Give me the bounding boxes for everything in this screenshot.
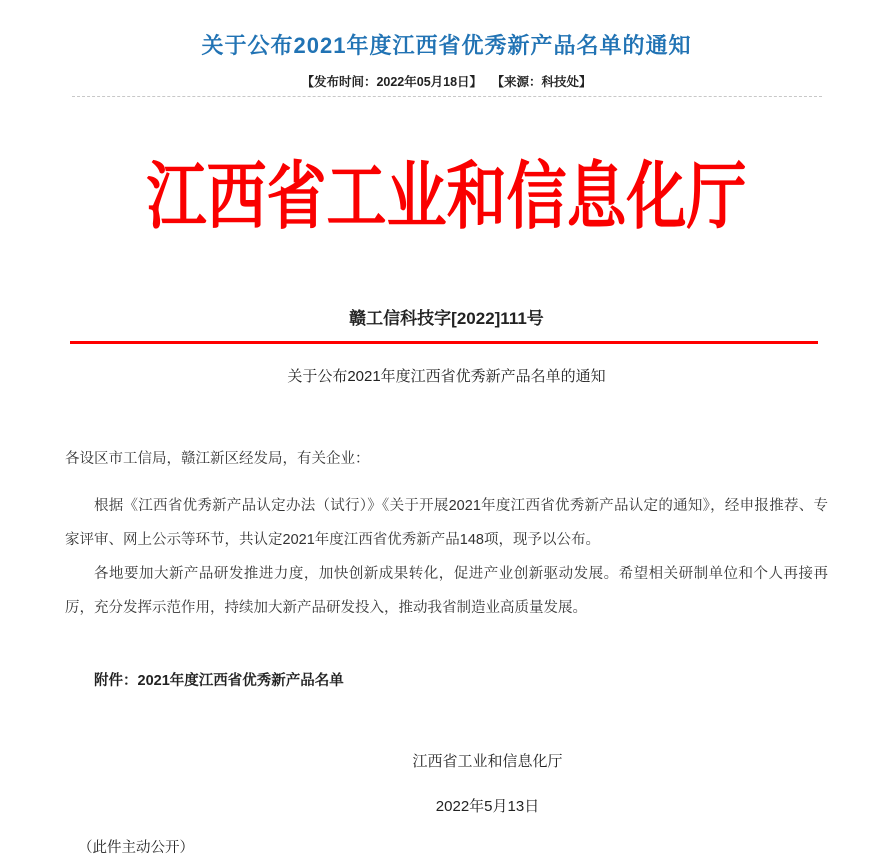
attachment-line: 附件：2021年度江西省优秀新产品名单 — [94, 673, 344, 689]
page-title: 关于公布2021年度江西省优秀新产品名单的通知 — [201, 33, 692, 58]
body-paragraph: 根据《江西省优秀新产品认定办法（试行）》《关于开展2021年度江西省优秀新产品认定的通知》，经申报推荐、专家评审、网上公示等环节，共认定2021年度江西省优秀新产品148项，现予以公布。 — [65, 498, 828, 548]
salutation-line: 各设区市工信局，赣江新区经发局，有关企业： — [65, 451, 370, 467]
document-body — [65, 449, 828, 691]
letterhead-agency-name: 江西省工业和信息化厅 — [146, 154, 747, 240]
publish-time-label: 【发布时间：2022年05月18日】 — [301, 75, 483, 89]
sign-date: 2022年5月13日 — [435, 798, 540, 815]
red-rule-divider — [70, 341, 818, 344]
dashed-divider — [72, 96, 822, 97]
body-paragraph: 各地要加大新产品研发推进力度，加快创新成果转化，促进产业创新驱动发展。希望相关研制单位和个人再接再厉，充分发挥示范作用，持续加大新产品研发投入，推动我省制造业高质量发展。 — [65, 566, 828, 616]
document-title: 关于公布2021年度江西省优秀新产品名单的通知 — [287, 368, 606, 385]
document-number: 赣工信科技字[2022]111号 — [349, 309, 544, 328]
signer-name: 江西省工业和信息化厅 — [412, 753, 563, 770]
article-meta — [0, 75, 893, 90]
source-label: 【来源：科技处】 — [491, 75, 592, 89]
article-header — [0, 0, 893, 97]
footer-note: （此件主动公开） — [78, 840, 194, 856]
